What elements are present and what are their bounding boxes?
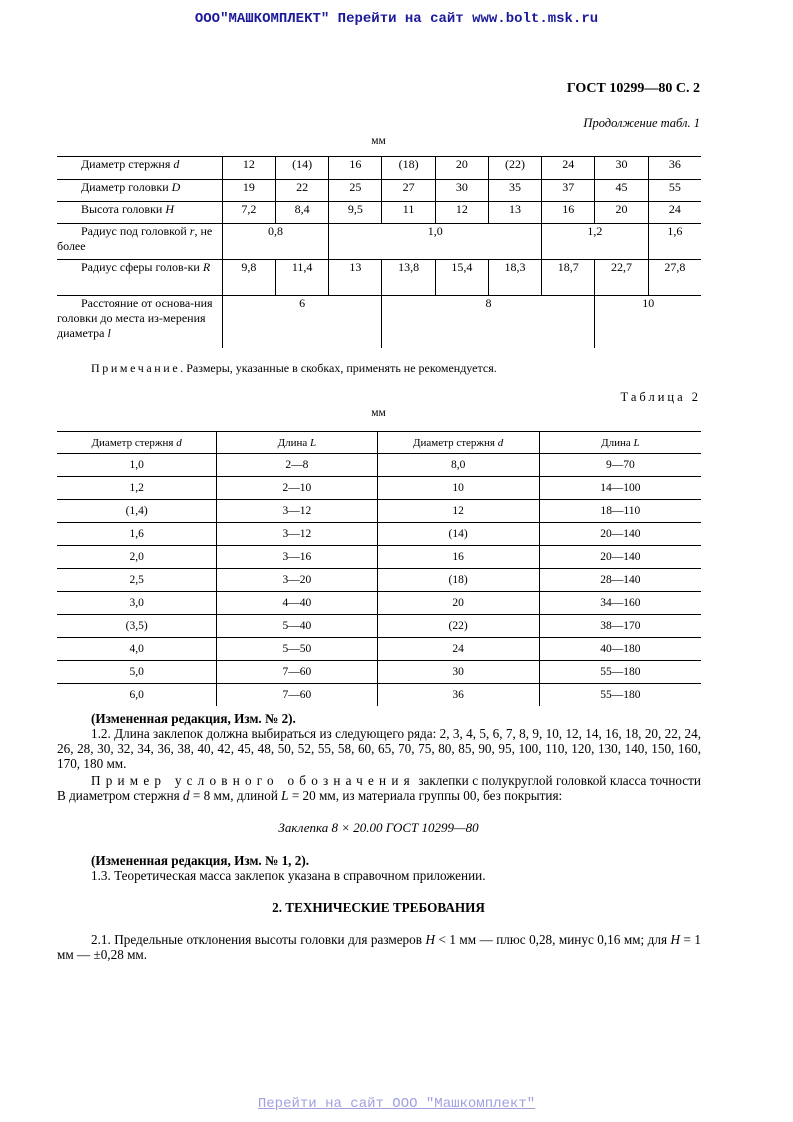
column-header: Диаметр стержня d	[57, 432, 217, 454]
table-cell: 30	[435, 180, 488, 202]
table-cell: 55	[648, 180, 701, 202]
table-row	[57, 661, 701, 684]
table-cell: 1,0	[329, 224, 542, 260]
column-header: Длина L	[217, 432, 377, 454]
table-row	[57, 684, 701, 707]
edit-note-2: (Измененная редакция, Изм. № 1, 2).	[91, 853, 310, 868]
table-cell: 2—10	[217, 477, 377, 500]
table-cell: 10	[595, 296, 701, 348]
table-cell: 38—170	[539, 615, 701, 638]
table-cell: 55—180	[539, 684, 701, 707]
top-site-link-bar	[0, 11, 793, 27]
table-cell: 13	[488, 202, 541, 224]
column-header: Диаметр стержня d	[377, 432, 539, 454]
table-row	[57, 615, 701, 638]
table-row	[57, 523, 701, 546]
table-row	[57, 500, 701, 523]
gost-page-header: ГОСТ 10299—80 С. 2	[566, 81, 700, 96]
table-cell: 3—12	[217, 523, 377, 546]
column-header: Длина L	[539, 432, 701, 454]
table-cell: 24	[542, 157, 595, 180]
table-cell: 27,8	[648, 260, 701, 296]
table-cell: (18)	[377, 569, 539, 592]
table-row	[57, 296, 701, 348]
table-cell: 6,0	[129, 689, 144, 701]
table2-body	[57, 454, 701, 707]
paragraph-2-1: 2.1. Предельные отклонения высоты головки для размеров H < 1 мм — плюс 0,28, минус 0,16 мм; для H = 1 мм — ±0,28 мм.	[57, 932, 702, 962]
table-cell: 2,0	[57, 546, 217, 569]
paragraph-example: Пример условного обозначения заклепки с полукруглой головкой класса точности В диаметром стержня d = 8 мм, длиной L = 20 мм, из материала группы 00, без покрытия:	[57, 773, 701, 803]
table-cell: 0,8	[222, 224, 328, 260]
table-header-row	[57, 432, 701, 454]
table-cell: 1,2	[542, 224, 648, 260]
table-cell: 12	[222, 157, 275, 180]
table-row	[57, 592, 701, 615]
table-cell: 30	[377, 661, 539, 684]
table-cell: 20—140	[539, 546, 701, 569]
rivet-length-table	[57, 431, 701, 706]
table-cell: 3—12	[217, 500, 377, 523]
table-cell: 6	[222, 296, 382, 348]
table-cell: 13,8	[382, 260, 435, 296]
table-cell: 19	[222, 180, 275, 202]
table-cell: 8,4	[276, 202, 329, 224]
table-cell: 27	[382, 180, 435, 202]
row-label: Радиус сферы голов-ки R	[57, 260, 222, 296]
table-cell: 2—8	[217, 454, 377, 477]
table-row	[57, 260, 701, 296]
table-cell: 7—60	[217, 661, 377, 684]
table-cell: 9,5	[329, 202, 382, 224]
table-cell: 16	[542, 202, 595, 224]
row-label: Расстояние от основа-ния головки до места из-мерения диаметра l	[57, 296, 213, 340]
table-cell: 9—70	[539, 454, 701, 477]
table-cell: 11	[382, 202, 435, 224]
table-cell: 8	[382, 296, 595, 348]
note-text: . Размеры, указанные в скобках, применять не рекомендуется.	[180, 361, 497, 375]
table-cell: (18)	[382, 157, 435, 180]
table-cell: 5—40	[217, 615, 377, 638]
table-cell: 14—100	[539, 477, 701, 500]
table-cell: 16	[329, 157, 382, 180]
table-cell: 7—60	[217, 684, 377, 707]
paragraph-1-2: 1.2. Длина заклепок должна выбираться из следующего ряда: 2, 3, 4, 5, 6, 7, 8, 9, 10, 12, 14, 16, 18, 20, 22, 24, 26, 28, 30, 32, 34, 36, 38, 40, 42, 45, 48, 50, 52, 55, 58, 60, 65, 70, 75, 80, 85, 90, 95, 100, 110, 120, 130, 140, 150, 160, 170, 180 мм.	[57, 726, 701, 771]
table1-unit: мм	[371, 135, 386, 147]
table-cell: 36	[648, 157, 701, 180]
table-cell: (3,5)	[57, 615, 217, 638]
table-row	[57, 477, 701, 500]
table-cell: 55—180	[539, 661, 701, 684]
table-cell: 3,0	[57, 592, 217, 615]
top-site-link[interactable]: ООО"МАШКОМПЛЕКТ" Перейти на сайт www.bolt.msk.ru	[194, 11, 599, 27]
table-cell: 20	[595, 202, 648, 224]
row-label: Радиус под головкой r, не более	[57, 224, 222, 260]
table-row	[57, 157, 701, 180]
table-cell: (14)	[377, 523, 539, 546]
table-cell: 18,3	[488, 260, 541, 296]
table-cell: 5,0	[57, 661, 217, 684]
table-cell: 18,7	[542, 260, 595, 296]
table-cell: 20—140	[539, 523, 701, 546]
table-cell: 2,5	[57, 569, 217, 592]
table-cell: 10	[377, 477, 539, 500]
table-row	[57, 202, 701, 224]
table-cell: 5—50	[217, 638, 377, 661]
table-cell: 36	[377, 684, 539, 707]
table-cell: 4,0	[57, 638, 217, 661]
table-cell: (1,4)	[57, 500, 217, 523]
table-row	[57, 180, 701, 202]
table2-unit: мм	[371, 407, 386, 419]
table-cell: 13	[329, 260, 382, 296]
table-cell: 20	[377, 592, 539, 615]
paragraph-1-3: 1.3. Теоретическая масса заклепок указана в справочном приложении.	[91, 868, 486, 883]
table-cell: 12	[435, 202, 488, 224]
table-cell: 1,2	[57, 477, 217, 500]
table-cell: 34—160	[539, 592, 701, 615]
table-note	[91, 361, 497, 376]
designation-example: Заклепка 8 × 20.00 ГОСТ 10299—80	[278, 820, 479, 835]
table-cell: 1,0	[57, 454, 217, 477]
table-cell: 9,8	[222, 260, 275, 296]
edit-note-1: (Измененная редакция, Изм. № 2).	[91, 711, 296, 726]
table-cell: 16	[377, 546, 539, 569]
table-cell: 3—20	[217, 569, 377, 592]
table-cell: 22,7	[595, 260, 648, 296]
table-cell: 11,4	[276, 260, 329, 296]
table-cell: 15,4	[435, 260, 488, 296]
table-row	[57, 638, 701, 661]
table-cell: 1,6	[57, 523, 217, 546]
table-cell: 28—140	[539, 569, 701, 592]
table-cell: 18—110	[539, 500, 701, 523]
table-cell: 22	[276, 180, 329, 202]
table-cell: 12	[377, 500, 539, 523]
rivet-dimensions-table	[57, 156, 701, 348]
row-label: Диаметр головки D	[57, 180, 222, 202]
footer-link-bar	[0, 1096, 793, 1112]
table-row	[57, 546, 701, 569]
row-label: Высота головки H	[57, 202, 222, 224]
table-cell: 4—40	[217, 592, 377, 615]
table-cell: (22)	[377, 615, 539, 638]
table-cell: 1,6	[648, 224, 701, 260]
table-row	[57, 569, 701, 592]
table-cell: 24	[648, 202, 701, 224]
table-cell: (22)	[488, 157, 541, 180]
table-cell: 45	[595, 180, 648, 202]
table-cell: 3—16	[217, 546, 377, 569]
section-heading: 2. ТЕХНИЧЕСКИЕ ТРЕБОВАНИЯ	[272, 900, 485, 915]
table-cell: 37	[542, 180, 595, 202]
table-continuation-caption: Продолжение табл. 1	[583, 116, 700, 130]
footer-site-link[interactable]: Перейти на сайт ООО "Машкомплект"	[257, 1096, 536, 1112]
row-label: Диаметр стержня d	[57, 157, 222, 180]
table-row	[57, 454, 701, 477]
table-cell: 30	[595, 157, 648, 180]
table-cell: 8,0	[377, 454, 539, 477]
table-row	[57, 224, 701, 260]
table-cell: 25	[329, 180, 382, 202]
table-cell: 24	[377, 638, 539, 661]
table-cell: (14)	[276, 157, 329, 180]
table-cell: 7,2	[222, 202, 275, 224]
table2-caption: Таблица 2	[620, 390, 701, 404]
table-cell: 35	[488, 180, 541, 202]
note-title: Примечание	[91, 361, 181, 375]
table-cell: 20	[435, 157, 488, 180]
table-cell: 40—180	[539, 638, 701, 661]
